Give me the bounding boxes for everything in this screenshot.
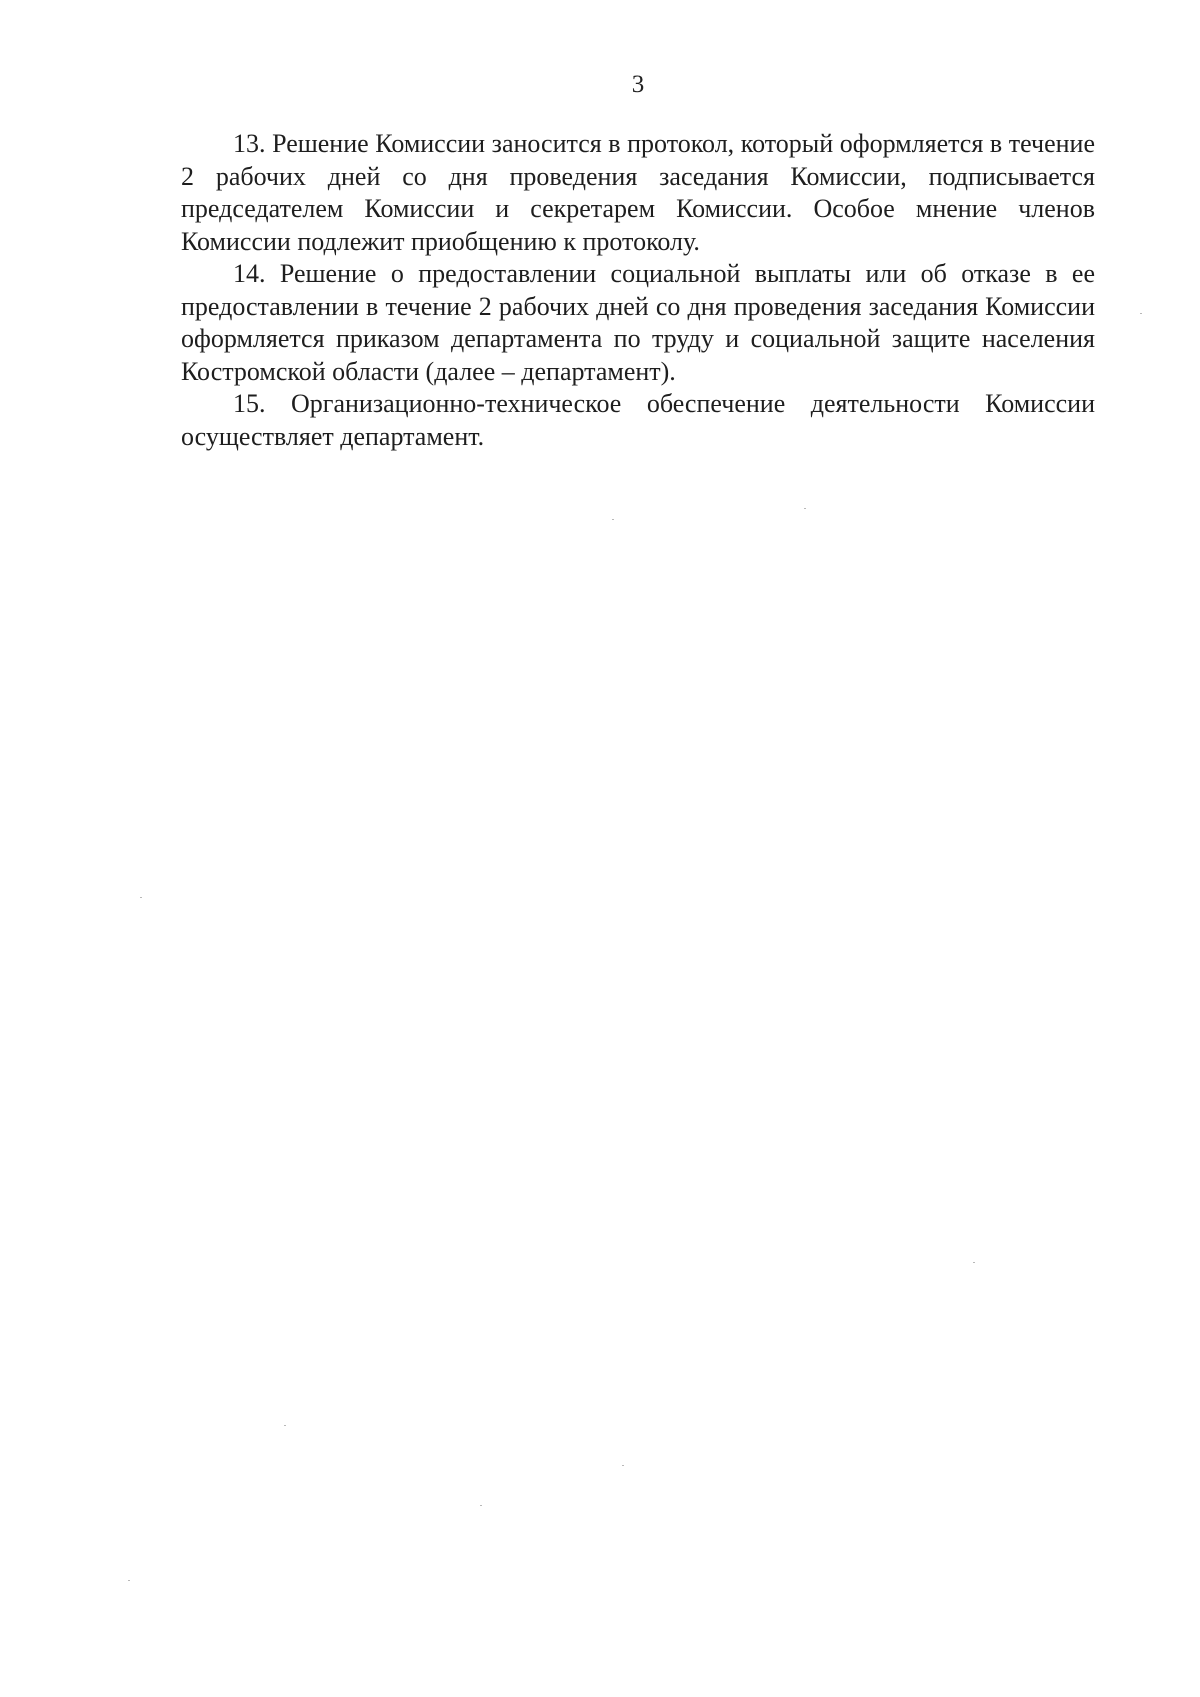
scan-speck <box>1140 313 1142 314</box>
page-number: 3 <box>631 71 645 98</box>
paragraph-14: 14. Решение о предоставлении социальной выплаты или об отказе в ее предоставлении в течение 2 рабочих дней со дня проведения заседания Комиссии оформляется приказом департамента по труду и социальной защите населения Костромской области (далее – департамент). <box>181 259 1095 386</box>
paragraph-13: 13. Решение Комиссии заносится в протокол, который оформляется в течение 2 рабочих дней со дня проведения заседания Комиссии, подписывается председателем Комиссии и секретарем Комиссии. Особое мнение членов Комиссии подлежит приобщению к протоколу. <box>181 129 1095 256</box>
paragraph-15: 15. Организационно-техническое обеспечение деятельности Комиссии осуществляет департамент. <box>181 389 1095 451</box>
scan-speck <box>612 519 614 520</box>
scan-speck <box>128 1580 130 1581</box>
scan-speck <box>140 897 142 898</box>
scan-speck <box>622 1465 624 1466</box>
scan-speck <box>973 1262 975 1263</box>
scan-speck <box>804 508 806 509</box>
scan-speck <box>284 1425 286 1426</box>
scan-speck <box>480 1505 482 1506</box>
document-body <box>181 128 1095 453</box>
